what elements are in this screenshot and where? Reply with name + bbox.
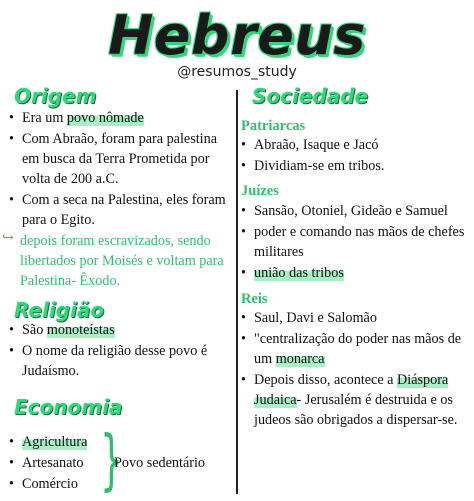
list-item (240, 201, 470, 221)
list-item (240, 263, 470, 283)
subheading-juizes: Juízes (241, 183, 279, 199)
item-text: Depois disso, acontece a (254, 372, 398, 388)
section-heading-religiao: Religião (14, 298, 105, 322)
section-heading-sociedade: Sociedade (252, 84, 369, 108)
list-item (8, 341, 234, 381)
list-item (240, 370, 470, 430)
subheading-reis: Reis (241, 291, 268, 307)
list-item (8, 129, 234, 189)
section-heading-economia: Economia (14, 395, 123, 419)
item-text: Sansão, Otoniel, Gideão e Samuel (254, 203, 448, 219)
highlight-text: união das tribos (254, 265, 344, 281)
item-text: Com a seca na Palestina, eles foram para o Egito. (22, 192, 226, 228)
page-title: Hebreus (108, 4, 366, 67)
item-text: Dividiam-se em tribos. (254, 158, 385, 174)
list-item (8, 108, 234, 128)
patriarcas-list (240, 135, 470, 177)
item-text: Saul, Davi e Salomão (254, 310, 377, 326)
list-item (240, 222, 470, 262)
subheading-patriarcas: Patriarcas (241, 118, 306, 134)
item-text: Era um (22, 110, 67, 126)
highlight-text: povo nômade (66, 110, 144, 126)
highlight-text: monarca (275, 351, 325, 367)
juizes-list (240, 201, 470, 284)
item-text: São (22, 322, 47, 338)
list-item (8, 320, 234, 340)
highlight-text: Diáspora Judaica (254, 372, 449, 408)
list-item (240, 329, 470, 369)
reis-list (240, 308, 470, 431)
brace-label: Povo sedentário (114, 455, 206, 471)
highlight-text: Agricultura (22, 434, 88, 450)
religiao-list (8, 320, 234, 382)
right-brace-icon: } (100, 421, 124, 498)
item-text: Abraão, Isaque e Jacó (254, 137, 379, 153)
item-text: "centralização do poder nas mãos de um (254, 331, 462, 367)
item-text: O nome da religião desse povo é Judaísmo. (22, 343, 208, 379)
curved-arrow-icon: ↪ (2, 231, 14, 246)
column-divider (236, 90, 238, 494)
list-item (8, 190, 234, 230)
note-text: depois foram escravizados, sendo libertados por Moisés e voltam para Palestina- Êxodo. (20, 233, 224, 289)
author-handle: @resumos_study (177, 64, 297, 80)
section-heading-origem: Origem (14, 84, 97, 108)
item-text: Com Abraão, foram para palestina em busca da Terra Prometida por volta de 200 a.C. (22, 131, 218, 187)
list-item (240, 135, 470, 155)
item-text: Artesanato (22, 455, 84, 471)
origem-note (2, 231, 234, 291)
highlight-text: monoteístas (46, 322, 115, 338)
item-text: poder e comando nas mãos de chefes militares (254, 224, 465, 260)
list-item (240, 308, 470, 328)
origem-list (2, 108, 234, 291)
item-text: - Jerusalém é destruida e os judeos são obrigados a dispersar-se. (254, 392, 458, 428)
list-item (240, 156, 470, 176)
item-text: Comércio (22, 476, 78, 492)
